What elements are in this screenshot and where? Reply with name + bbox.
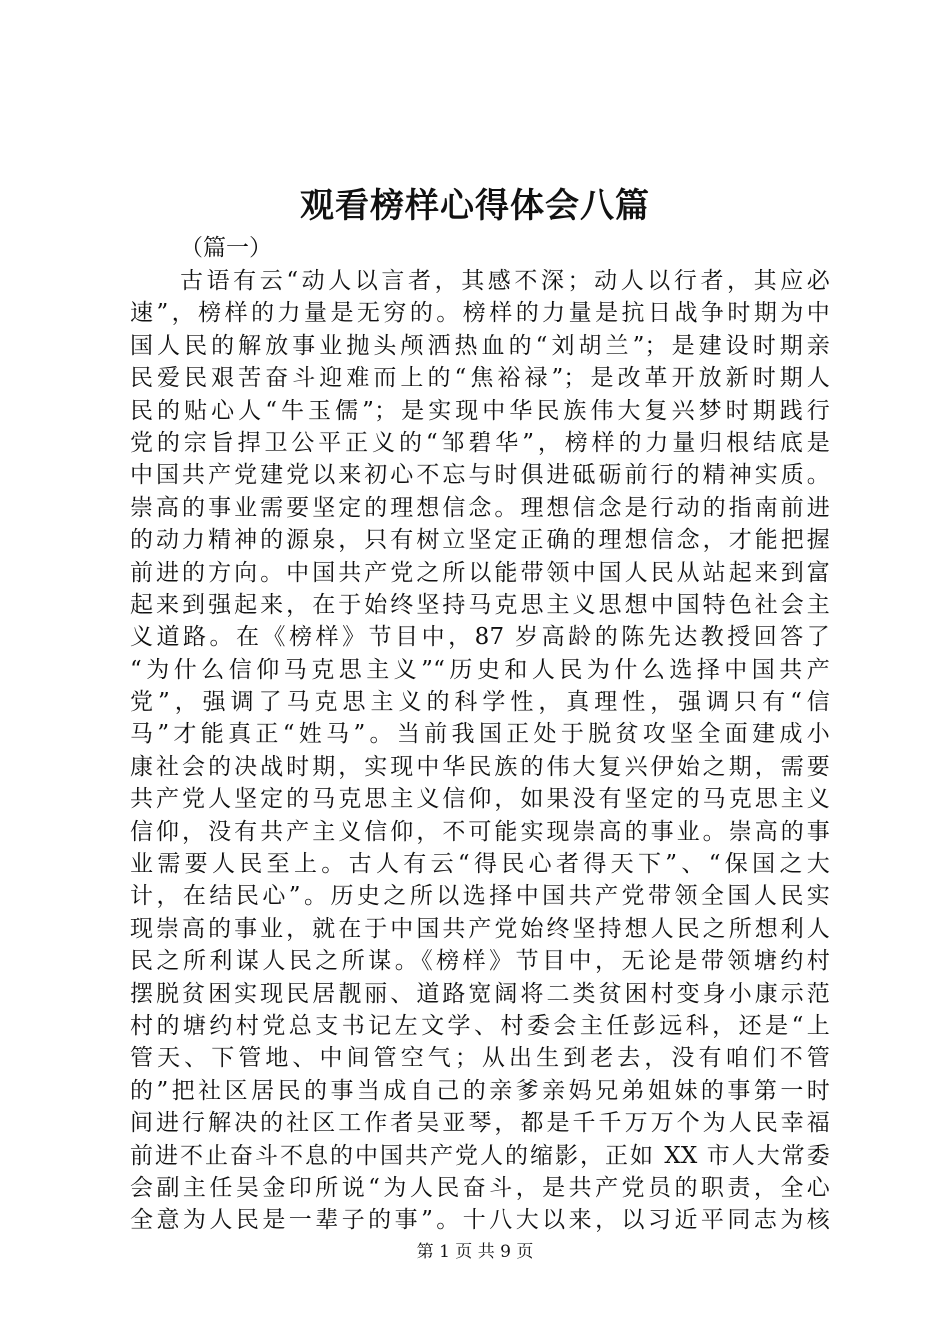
paragraph-line: 崇高的事业需要坚定的理想信念。理想信念是行动的指南前进 — [130, 494, 830, 521]
paragraph-line: 马”才能真正“姓马”。当前我国正处于脱贫攻坚全面建成小 — [130, 721, 830, 748]
paragraph-line: 前进的方向。中国共产党之所以能带领中国人民从站起来到富 — [130, 559, 830, 586]
paragraph-line: 的动力精神的源泉，只有树立坚定正确的理想信念，才能把握 — [130, 527, 830, 554]
paragraph-line: 间进行解决的社区工作者吴亚琴，都是千千万万个为人民幸福 — [130, 1110, 830, 1137]
paragraph-line: 计，在结民心”。历史之所以选择中国共产党带领全国人民实 — [130, 883, 830, 910]
paragraph-line: 义道路。在《榜样》节目中，87 岁高龄的陈先达教授回答了 — [130, 624, 830, 651]
paragraph-line: 康社会的决战时期，实现中华民族的伟大复兴伊始之期，需要 — [130, 753, 830, 780]
paragraph-line: 中国共产党建党以来初心不忘与时俱进砥砺前行的精神实质。 — [130, 462, 830, 489]
paragraph-line: 速”，榜样的力量是无穷的。榜样的力量是抗日战争时期为中 — [130, 300, 830, 327]
paragraph-line: 党”，强调了马克思主义的科学性，真理性，强调只有“信 — [130, 689, 830, 716]
paragraph-line: 国人民的解放事业抛头颅洒热血的“刘胡兰”；是建设时期亲 — [130, 332, 830, 359]
paragraph-line: “为什么信仰马克思主义”“历史和人民为什么选择中国共产 — [130, 656, 830, 683]
paragraph-line: 党的宗旨捍卫公平正义的“邹碧华”，榜样的力量归根结底是 — [130, 429, 830, 456]
document-title: 观看榜样心得体会八篇 — [300, 186, 650, 226]
paragraph-line: 民之所利谋人民之所谋。《榜样》节目中，无论是带领塘约村 — [130, 948, 830, 975]
paragraph-line: 摆脱贫困实现民居靓丽、道路宽阔将二类贫困村变身小康示范 — [130, 980, 830, 1007]
paragraph-line: 古语有云“动人以言者，其感不深；动人以行者，其应必 — [180, 268, 830, 294]
paragraph-line: 民的贴心人“牛玉儒”；是实现中华民族伟大复兴梦时期践行 — [130, 397, 830, 424]
page-footer: 第 1 页 共 9 页 — [416, 1242, 534, 1262]
paragraph-line: 信仰，没有共产主义信仰，不可能实现崇高的事业。崇高的事 — [130, 818, 830, 845]
paragraph-line: 前进不止奋斗不息的中国共产党人的缩影，正如 XX 市人大常委 — [130, 1142, 830, 1169]
paragraph-line: 村的塘约村党总支书记左文学、村委会主任彭远科，还是“上 — [130, 1012, 830, 1039]
paragraph-line: 全意为人民是一辈子的事”。十八大以来，以习近平同志为核 — [130, 1207, 830, 1234]
paragraph-line: 的”把社区居民的事当成自己的亲爹亲妈兄弟姐妹的事第一时 — [130, 1077, 830, 1104]
paragraph-line: 业需要人民至上。古人有云“得民心者得天下”、“保国之大 — [130, 851, 830, 878]
paragraph-line: 现崇高的事业，就在于中国共产党始终坚持想人民之所想利人 — [130, 915, 830, 942]
document-body — [130, 232, 830, 1237]
paragraph-line: 共产党人坚定的马克思主义信仰，如果没有坚定的马克思主义 — [130, 786, 830, 813]
paragraph-line: 民爱民艰苦奋斗迎难而上的“焦裕禄”；是改革开放新时期人 — [130, 365, 830, 392]
paragraph-line: 管天、下管地、中间管空气；从出生到老去，没有咱们不管 — [130, 1045, 830, 1072]
paragraph-line: 起来到强起来，在于始终坚持马克思主义思想中国特色社会主 — [130, 591, 830, 618]
paragraph-line: 会副主任吴金印所说“为人民奋斗，是共产党员的职责，全心 — [130, 1174, 830, 1201]
section-label: （篇一） — [180, 235, 272, 261]
